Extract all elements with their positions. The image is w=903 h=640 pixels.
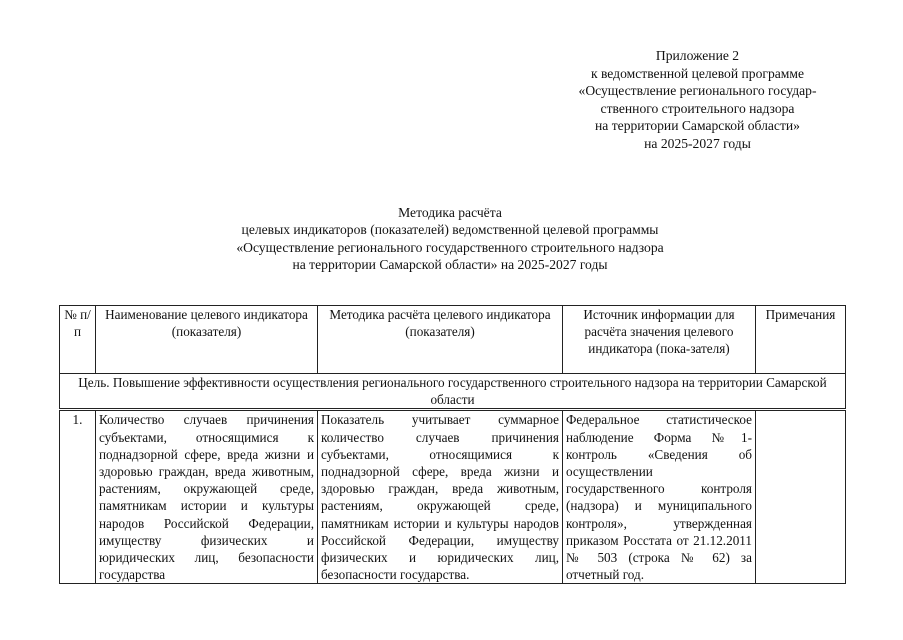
header-method: Методика расчёта целевого индикатора (показателя)	[318, 306, 563, 374]
appendix-block	[545, 47, 850, 153]
row-indicator: Количество случаев причинения субъектами, относящимися к поднадзорной сфере, вреда жизни и здоровью граждан, вреда животным, растениям, окружающей среде, памятникам истории и культуры народов Российской Федерации, имуществу физических и юридических лиц, безопасности государства	[96, 410, 318, 584]
goal-row	[60, 374, 846, 410]
appendix-line: на 2025-2027 годы	[644, 135, 751, 151]
header-indicator: Наименование целевого индикатора (показателя)	[96, 306, 318, 374]
row-number: 1.	[60, 410, 96, 584]
row-source: Федеральное статистическое наблюдение Форма №1-контроль «Сведения об осуществлении государственного контроля (надзора) и муниципального контроля», утвержденная приказом Росстата от 21.12.2011 № 503 (строка № 62) за отчетный год.	[563, 410, 756, 584]
row-method: Показатель учитывает суммарное количество случаев причинения субъектами, относящимися к поднадзорной сфере, вреда жизни и здоровью граждан, вреда животным, растениям, окружающей среде, памятникам истории и культуры народов Российской Федерации, имуществу физических и юридических лиц, безопасности государства.	[318, 410, 563, 584]
appendix-line: на территории Самарской области»	[595, 118, 800, 134]
title-line: целевых индикаторов (показателей) ведомственной целевой программы	[241, 222, 659, 238]
title-line: на территории Самарской области» на 2025-2027 годы	[292, 257, 608, 273]
table-row	[60, 410, 846, 584]
header-source: Источник информации для расчёта значения целевого индикатора (пока-зателя)	[563, 306, 756, 374]
appendix-line: Приложение 2	[655, 48, 740, 63]
title-line: «Осуществление регионального государственного строительного надзора	[236, 239, 664, 255]
indicators-table	[59, 305, 846, 584]
appendix-line: к ведомственной целевой программе	[590, 65, 805, 81]
header-notes: Примечания	[756, 306, 846, 374]
appendix-line: ственного строительного надзора	[600, 100, 795, 116]
document-title	[150, 204, 750, 274]
table-header-row	[60, 306, 846, 374]
row-notes	[756, 410, 846, 584]
title-line: Методика расчёта	[398, 205, 502, 220]
goal-text: Цель. Повышение эффективности осуществления регионального государственного строительного надзора на территории Самарской области	[60, 374, 846, 410]
appendix-line: «Осуществление регионального государ-	[578, 83, 817, 99]
header-number: № п/п	[60, 306, 96, 374]
